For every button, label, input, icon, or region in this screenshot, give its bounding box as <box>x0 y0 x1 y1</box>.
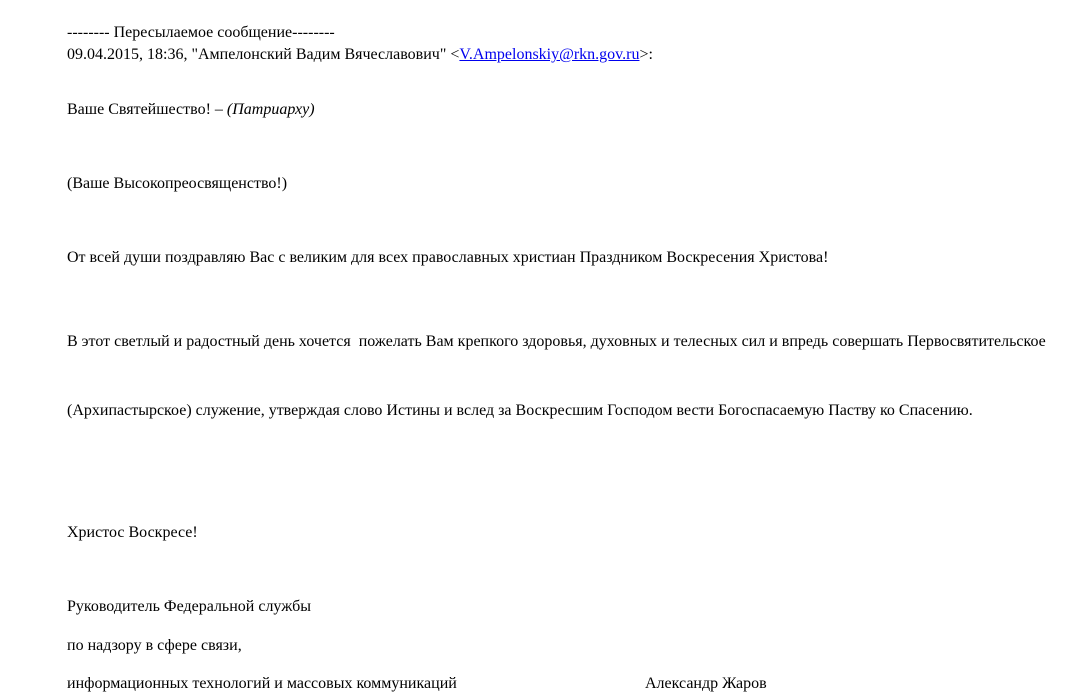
salutation-text: Ваше Святейшество! – <box>67 101 227 118</box>
signature-org-text: информационных технологий и массовых коммуникаций <box>67 675 457 692</box>
meta-date-and-sender: 09.04.2015, 18:36, "Ампелонский Вадим Вячеславович" < <box>67 46 460 63</box>
signature-line-1: Руководитель Федеральной службы <box>67 598 311 615</box>
salutation-alternative: (Ваше Высокопреосвященство!) <box>67 175 288 192</box>
signature-line-3 <box>67 672 1068 695</box>
paragraph-wishes-line-1: В этот светлый и радостный день хочется пожелать Вам крепкого здоровья, духовных и телесных сил и впредь совершать Первосвятительское <box>67 333 1046 350</box>
sender-email-link[interactable]: V.Ampelonskiy@rkn.gov.ru <box>459 46 640 63</box>
easter-greeting: Христос Воскресе! <box>67 524 198 541</box>
salutation-line <box>67 98 1068 121</box>
signature-name: Александр Жаров <box>645 675 767 692</box>
paragraph-wishes-line-2: (Архипастырское) служение, утверждая слово Истины и вслед за Воскресшим Господом вести Богоспасаемую Паству ко Спасению. <box>67 402 973 419</box>
paragraph-greeting: От всей души поздравляю Вас с великим для всех православных христиан Праздником Воскресения Христова! <box>67 249 829 266</box>
meta-suffix: >: <box>639 46 653 63</box>
paragraph-wishes <box>67 284 1068 468</box>
signature-line-2: по надзору в сфере связи, <box>67 637 242 654</box>
forwarded-message-separator: -------- Пересылаемое сообщение-------- <box>67 24 335 41</box>
forwarded-message-meta <box>67 44 1068 66</box>
salutation-note: (Патриарху) <box>226 101 315 118</box>
